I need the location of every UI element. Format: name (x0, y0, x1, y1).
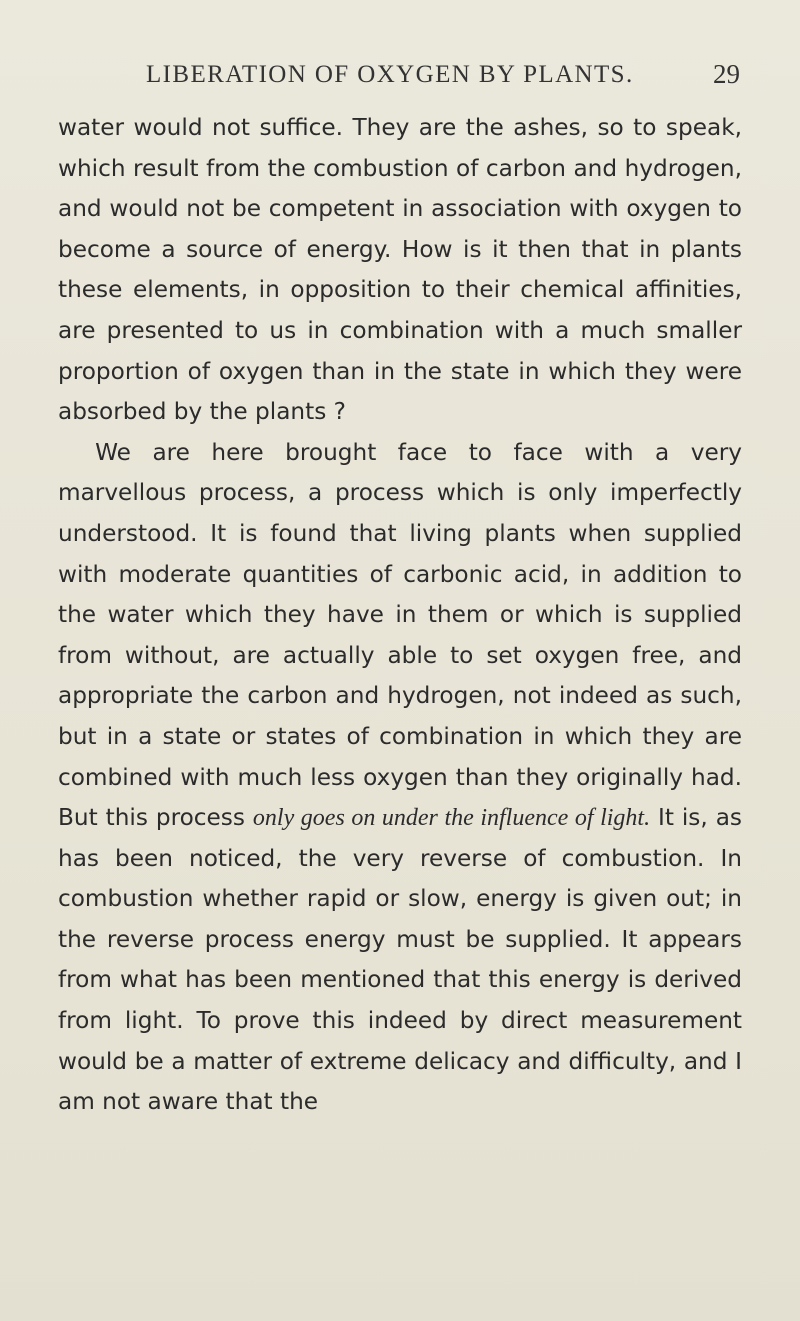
page-number: 29 (713, 59, 740, 89)
paragraph (58, 433, 742, 1123)
paragraph-text: It is, as has been noticed, the very reverse of combustion. In combustion whether rapid or slow, energy is given out; in the reverse process energy must be supplied. It appears from what has been mentioned that this energy is derived from light. To prove this indeed by direct measurement would be a matter of extreme delicacy and difficulty, and I am not aware that the (58, 804, 742, 1116)
paragraph-text: We are here brought face to face with a very marvellous process, a process which is only imperfectly understood. It is found that living plants when supplied with moderate quantities of carbonic acid, in addition to the water which they have in them or which is supplied from without, are actually able to set oxygen free, and appropriate the carbon and hydrogen, not indeed as such, but in a state or states of combination in which they are combined with much less oxygen than they originally had. But this process (58, 438, 742, 832)
paragraph: water would not suffice. They are the ashes, so to speak, which result from the combustion of carbon and hydrogen, and would not be competent in association with oxygen to become a source of energy. How is it then that in plants these elements, in opposition to their chemical affinities, are presented to us in combination with a much smaller proportion of oxygen than in the state in which they were absorbed by the plants ? (58, 114, 742, 426)
body-text (58, 108, 742, 1123)
running-title: LIBERATION OF OXYGEN BY PLANTS. (146, 61, 634, 88)
running-head (60, 55, 740, 105)
italic-emphasis: only goes on under the influence of light. (252, 805, 651, 832)
